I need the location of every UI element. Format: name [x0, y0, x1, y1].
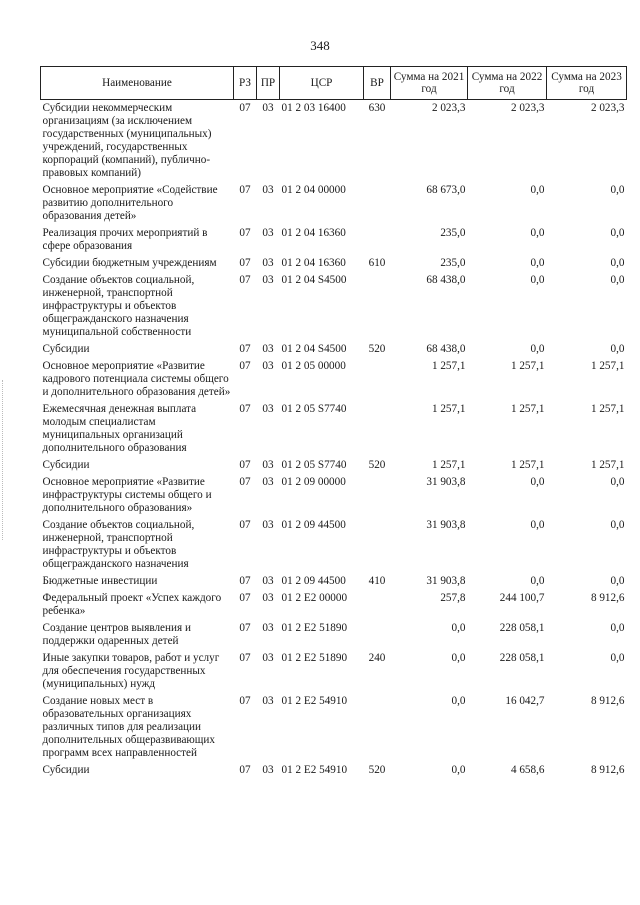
row-sum-2022: 228 058,1: [499, 622, 545, 634]
row-sum-2022: 0,0: [530, 184, 545, 196]
row-sum-2022: 0,0: [530, 227, 545, 239]
row-vr: [364, 515, 391, 571]
row-name: Реализация прочих мероприятий в сфере образования: [42, 227, 208, 252]
row-vr: [364, 588, 391, 618]
table-row: [41, 571, 627, 588]
row-name: Субсидии бюджетным учреждениям: [42, 257, 217, 269]
row-name: Субсидии: [42, 764, 90, 776]
row-csr: 01 2 E2 54910: [281, 695, 348, 707]
row-sum-2021: 0,0: [451, 695, 466, 707]
row-name: Создание объектов социальной, инженерной, транспортной инфраструктуры и объектов общегражданского назначения муниципальной собственности: [42, 274, 195, 338]
row-rz: 07: [239, 476, 251, 488]
table-row: [41, 223, 627, 253]
row-name: Ежемесячная денежная выплата молодым специалистам муниципальных организаций дополнительного образования: [42, 403, 197, 454]
row-csr: 01 2 05 S7740: [281, 403, 347, 415]
row-sum-2023: 1 257,1: [590, 459, 625, 471]
row-vr: [364, 399, 391, 455]
row-csr: 01 2 E2 00000: [281, 592, 348, 604]
row-sum-2021: 1 257,1: [431, 459, 466, 471]
header-name: Наименование: [41, 67, 234, 100]
row-vr: 520: [368, 343, 386, 355]
table-row: [41, 270, 627, 339]
row-rz: 07: [239, 622, 251, 634]
row-sum-2022: 244 100,7: [499, 592, 545, 604]
table-header: [41, 67, 627, 100]
header-rz: РЗ: [234, 67, 257, 100]
row-name: Создание объектов социальной, инженерной, транспортной инфраструктуры и объектов общегражданского назначения: [42, 519, 195, 570]
row-sum-2023: 0,0: [610, 652, 625, 664]
row-sum-2022: 228 058,1: [499, 652, 545, 664]
row-rz: 07: [239, 102, 251, 114]
row-rz: 07: [239, 257, 251, 269]
row-sum-2022: 1 257,1: [510, 459, 545, 471]
row-sum-2022: 1 257,1: [510, 360, 545, 372]
table-row: [41, 588, 627, 618]
row-rz: 07: [239, 227, 251, 239]
row-rz: 07: [239, 360, 251, 372]
row-sum-2023: 8 912,6: [590, 764, 625, 776]
row-sum-2023: 0,0: [610, 622, 625, 634]
row-sum-2021: 235,0: [440, 257, 466, 269]
table-row: [41, 472, 627, 515]
row-pr: 03: [262, 622, 274, 634]
row-sum-2022: 0,0: [530, 274, 545, 286]
row-sum-2022: 0,0: [530, 343, 545, 355]
row-sum-2021: 2 023,3: [431, 102, 466, 114]
row-name: Основное мероприятие «Развитие инфраструктуры системы общего и дополнительного образования»: [42, 476, 212, 514]
row-sum-2023: 0,0: [610, 184, 625, 196]
header-sum-2023: Сумма на 2023 год: [547, 67, 627, 100]
row-pr: 03: [262, 695, 274, 707]
row-csr: 01 2 04 16360: [281, 227, 346, 239]
row-pr: 03: [262, 343, 274, 355]
row-pr: 03: [262, 257, 274, 269]
row-sum-2021: 1 257,1: [431, 403, 466, 415]
row-pr: 03: [262, 274, 274, 286]
row-rz: 07: [239, 274, 251, 286]
row-vr: 240: [368, 652, 386, 664]
budget-table: [40, 66, 627, 777]
row-sum-2022: 2 023,3: [510, 102, 545, 114]
row-name: Бюджетные инвестиции: [42, 575, 158, 587]
row-csr: 01 2 04 S4500: [281, 343, 347, 355]
table-row: [41, 618, 627, 648]
row-sum-2021: 1 257,1: [431, 360, 466, 372]
row-name: Создание новых мест в образовательных организациях различных типов для реализации дополнительных общеразвивающих программ всех направленностей: [42, 695, 215, 759]
row-csr: 01 2 E2 51890: [281, 652, 348, 664]
row-csr: 01 2 03 16400: [281, 102, 346, 114]
row-sum-2023: 2 023,3: [590, 102, 625, 114]
row-vr: 520: [368, 459, 386, 471]
row-sum-2022: 0,0: [530, 476, 545, 488]
row-sum-2023: 8 912,6: [590, 592, 625, 604]
row-vr: 610: [368, 257, 386, 269]
row-csr: 01 2 09 44500: [281, 575, 346, 587]
row-sum-2021: 31 903,8: [426, 476, 466, 488]
row-rz: 07: [239, 343, 251, 355]
row-pr: 03: [262, 764, 274, 776]
row-sum-2021: 68 438,0: [426, 343, 466, 355]
row-name: Основное мероприятие «Содействие развитию дополнительного образования детей»: [42, 184, 218, 222]
row-csr: 01 2 09 00000: [281, 476, 346, 488]
row-vr: [364, 472, 391, 515]
row-name: Создание центров выявления и поддержки одаренных детей: [42, 622, 191, 647]
row-vr: [364, 356, 391, 399]
table-row: [41, 100, 627, 181]
row-name: Субсидии некоммерческим организациям (за исключением государственных (муниципальных) учреждений, государственных корпораций (компаний), публично-правовых компаний): [42, 102, 212, 179]
row-sum-2023: 0,0: [610, 227, 625, 239]
row-sum-2021: 68 673,0: [426, 184, 466, 196]
table-row: [41, 399, 627, 455]
row-rz: 07: [239, 519, 251, 531]
table-row: [41, 455, 627, 472]
row-sum-2021: 257,8: [440, 592, 466, 604]
row-sum-2021: 31 903,8: [426, 519, 466, 531]
table-row: [41, 691, 627, 760]
row-sum-2022: 1 257,1: [510, 403, 545, 415]
row-vr: [364, 270, 391, 339]
row-csr: 01 2 04 16360: [281, 257, 346, 269]
row-csr: 01 2 E2 54910: [281, 764, 348, 776]
row-rz: 07: [239, 459, 251, 471]
row-sum-2022: 16 042,7: [505, 695, 545, 707]
row-name: Основное мероприятие «Развитие кадрового потенциала системы общего и дополнительного образования детей»: [42, 360, 231, 398]
row-sum-2021: 235,0: [440, 227, 466, 239]
table-row: [41, 648, 627, 691]
row-sum-2021: 0,0: [451, 622, 466, 634]
row-pr: 03: [262, 459, 274, 471]
row-vr: [364, 618, 391, 648]
row-sum-2023: 1 257,1: [590, 403, 625, 415]
row-csr: 01 2 E2 51890: [281, 622, 348, 634]
row-csr: 01 2 05 00000: [281, 360, 346, 372]
header-pr: ПР: [257, 67, 280, 100]
row-rz: 07: [239, 575, 251, 587]
row-sum-2023: 0,0: [610, 274, 625, 286]
row-sum-2022: 0,0: [530, 519, 545, 531]
row-name: Иные закупки товаров, работ и услуг для обеспечения государственных (муниципальных) нужд: [42, 652, 220, 690]
row-sum-2021: 0,0: [451, 652, 466, 664]
table-row: [41, 515, 627, 571]
row-csr: 01 2 04 S4500: [281, 274, 347, 286]
row-vr: 630: [368, 102, 386, 114]
row-name: Федеральный проект «Успех каждого ребенка»: [42, 592, 222, 617]
header-vr: ВР: [364, 67, 391, 100]
row-rz: 07: [239, 403, 251, 415]
row-pr: 03: [262, 476, 274, 488]
header-sum-2021: Сумма на 2021 год: [391, 67, 468, 100]
row-vr: 410: [368, 575, 386, 587]
row-vr: [364, 180, 391, 223]
row-rz: 07: [239, 695, 251, 707]
row-sum-2023: 8 912,6: [590, 695, 625, 707]
row-vr: 520: [368, 764, 386, 776]
row-sum-2023: 1 257,1: [590, 360, 625, 372]
row-sum-2022: 4 658,6: [510, 764, 545, 776]
header-sum-2022: Сумма на 2022 год: [468, 67, 547, 100]
table-row: [41, 180, 627, 223]
row-name: Субсидии: [42, 343, 90, 355]
row-vr: [364, 223, 391, 253]
row-sum-2023: 0,0: [610, 343, 625, 355]
row-pr: 03: [262, 227, 274, 239]
row-pr: 03: [262, 403, 274, 415]
row-pr: 03: [262, 184, 274, 196]
row-rz: 07: [239, 652, 251, 664]
row-csr: 01 2 05 S7740: [281, 459, 347, 471]
row-sum-2022: 0,0: [530, 575, 545, 587]
row-sum-2021: 31 903,8: [426, 575, 466, 587]
table-row: [41, 760, 627, 777]
row-sum-2021: 68 438,0: [426, 274, 466, 286]
row-pr: 03: [262, 592, 274, 604]
row-sum-2023: 0,0: [610, 257, 625, 269]
row-rz: 07: [239, 184, 251, 196]
row-sum-2022: 0,0: [530, 257, 545, 269]
row-sum-2023: 0,0: [610, 519, 625, 531]
row-pr: 03: [262, 360, 274, 372]
margin-mark: [2, 380, 6, 540]
row-rz: 07: [239, 764, 251, 776]
row-pr: 03: [262, 102, 274, 114]
row-sum-2023: 0,0: [610, 575, 625, 587]
row-sum-2023: 0,0: [610, 476, 625, 488]
row-name: Субсидии: [42, 459, 90, 471]
table-row: [41, 356, 627, 399]
table-row: [41, 339, 627, 356]
row-sum-2021: 0,0: [451, 764, 466, 776]
page-number: 348: [310, 38, 330, 53]
table-body: [41, 100, 627, 778]
row-pr: 03: [262, 519, 274, 531]
row-pr: 03: [262, 575, 274, 587]
row-csr: 01 2 09 44500: [281, 519, 346, 531]
row-vr: [364, 691, 391, 760]
row-rz: 07: [239, 592, 251, 604]
table-row: [41, 253, 627, 270]
row-csr: 01 2 04 00000: [281, 184, 346, 196]
row-pr: 03: [262, 652, 274, 664]
header-csr: ЦСР: [280, 67, 364, 100]
